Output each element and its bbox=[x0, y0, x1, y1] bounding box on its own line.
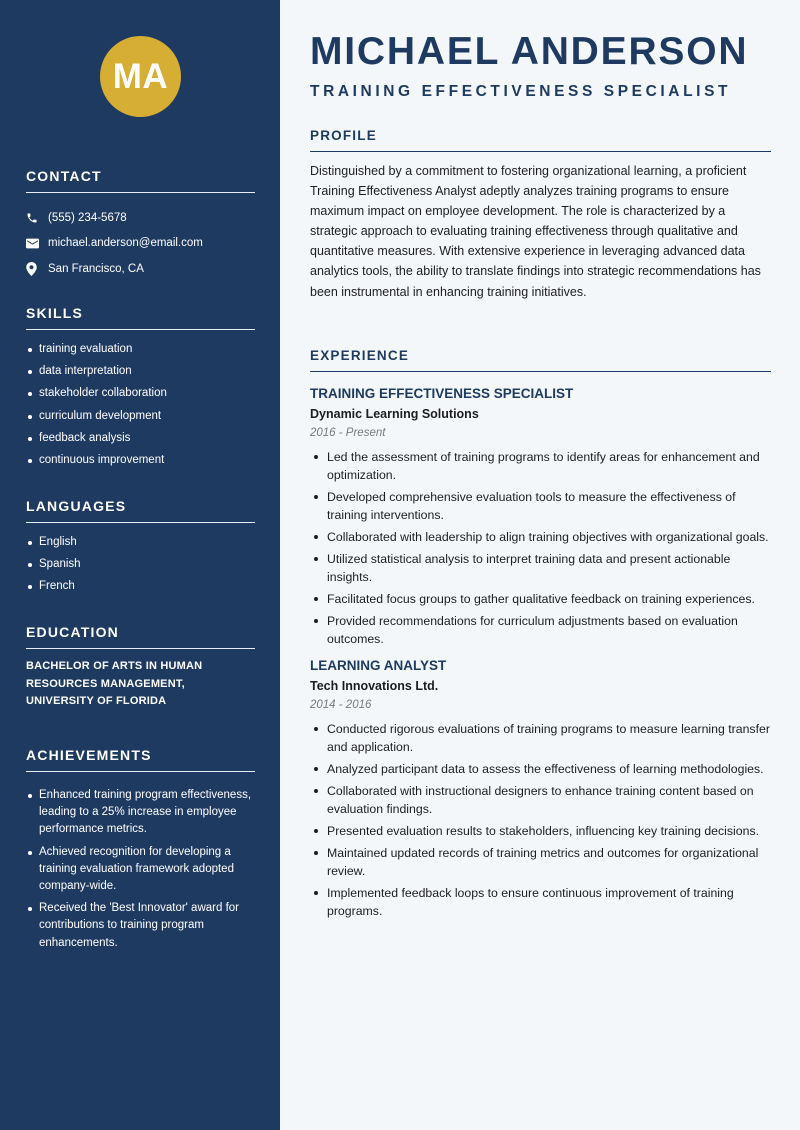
job-dates: 2014 - 2016 bbox=[310, 699, 372, 711]
job-bullets bbox=[310, 720, 771, 920]
job-bullet: Presented evaluation results to stakeholders, influencing key training decisions. bbox=[310, 822, 771, 840]
job-role: TRAINING EFFECTIVENESS SPECIALIST bbox=[310, 386, 574, 401]
skills-section bbox=[26, 305, 255, 474]
job-entry bbox=[310, 658, 771, 920]
achievement-item: Enhanced training program effectiveness, leading to a 25% increase in employee performance metrics. bbox=[26, 787, 255, 839]
skill-item: stakeholder collaboration bbox=[26, 385, 255, 407]
language-item: English bbox=[26, 534, 255, 556]
contact-phone bbox=[26, 205, 255, 231]
education-degree: BACHELOR OF ARTS IN HUMAN RESOURCES MANAGEMENT, UNIVERSITY OF FLORIDA bbox=[26, 660, 203, 707]
achievement-item: Received the 'Best Innovator' award for contributions to training program enhancements. bbox=[26, 900, 255, 952]
achievements-heading: ACHIEVEMENTS bbox=[26, 747, 255, 772]
contact-email bbox=[26, 231, 255, 257]
contact-heading: CONTACT bbox=[26, 168, 255, 193]
education-heading: EDUCATION bbox=[26, 624, 255, 649]
job-bullet: Provided recommendations for curriculum adjustments based on evaluation outcomes. bbox=[310, 612, 771, 648]
experience-heading: EXPERIENCE bbox=[310, 348, 771, 372]
languages-list bbox=[26, 534, 255, 601]
job-bullet: Collaborated with instructional designers to enhance training content based on evaluation findings. bbox=[310, 782, 771, 818]
job-bullet: Collaborated with leadership to align training objectives with organizational goals. bbox=[310, 528, 771, 546]
job-bullet: Led the assessment of training programs to identify areas for enhancement and optimization. bbox=[310, 448, 771, 484]
avatar: MA bbox=[100, 36, 181, 117]
job-bullet: Analyzed participant data to assess the effectiveness of learning methodologies. bbox=[310, 760, 771, 778]
achievements-section bbox=[26, 747, 255, 957]
education-section bbox=[26, 624, 255, 711]
job-bullet: Conducted rigorous evaluations of training programs to measure learning transfer and application. bbox=[310, 720, 771, 756]
job-bullet: Utilized statistical analysis to interpret training data and present actionable insights. bbox=[310, 550, 771, 586]
job-bullet: Facilitated focus groups to gather qualitative feedback on training experiences. bbox=[310, 590, 771, 608]
skill-item: data interpretation bbox=[26, 363, 255, 385]
languages-heading: LANGUAGES bbox=[26, 498, 255, 523]
profile-section bbox=[310, 128, 771, 302]
email-icon bbox=[26, 238, 48, 249]
contact-location bbox=[26, 256, 255, 282]
skill-item: training evaluation bbox=[26, 341, 255, 363]
language-item: French bbox=[26, 578, 255, 600]
sidebar bbox=[0, 0, 280, 1130]
profile-text: Distinguished by a commitment to fostering organizational learning, a proficient Training Effectiveness Analyst adeptly analyzes training programs to ensure maximum impact on employee development. The role is characterized by a strategic approach to evaluating training effectiveness through qualitative and quantitative measures. With extensive experience in leveraging advanced data analytics tools, the ability to translate findings into strategic recommendations has been instrumental in enhancing training initiatives. bbox=[310, 164, 761, 299]
location-text: San Francisco, CA bbox=[48, 262, 144, 275]
job-bullet: Maintained updated records of training metrics and outcomes for organizational review. bbox=[310, 844, 771, 880]
skills-heading: SKILLS bbox=[26, 305, 255, 330]
skill-item: continuous improvement bbox=[26, 452, 255, 474]
job-entry bbox=[310, 386, 771, 648]
skill-item: curriculum development bbox=[26, 408, 255, 430]
job-dates: 2016 - Present bbox=[310, 427, 386, 439]
profile-heading: PROFILE bbox=[310, 128, 771, 152]
experience-section bbox=[310, 348, 771, 924]
phone-text: (555) 234-5678 bbox=[48, 211, 127, 224]
phone-icon bbox=[26, 212, 48, 224]
language-item: Spanish bbox=[26, 556, 255, 578]
job-role: LEARNING ANALYST bbox=[310, 658, 447, 673]
achievements-list bbox=[26, 787, 255, 952]
achievement-item: Achieved recognition for developing a training evaluation framework adopted company-wide. bbox=[26, 844, 255, 896]
job-bullet: Implemented feedback loops to ensure continuous improvement of training programs. bbox=[310, 884, 771, 920]
job-bullets bbox=[310, 448, 771, 648]
candidate-title: TRAINING EFFECTIVENESS SPECIALIST bbox=[310, 83, 732, 100]
job-bullet: Developed comprehensive evaluation tools to measure the effectiveness of training interventions. bbox=[310, 488, 771, 524]
languages-section bbox=[26, 498, 255, 601]
email-text: michael.anderson@email.com bbox=[48, 237, 203, 250]
skills-list bbox=[26, 341, 255, 474]
location-pin-icon bbox=[26, 262, 48, 276]
job-company: Tech Innovations Ltd. bbox=[310, 679, 439, 693]
contact-section bbox=[26, 168, 255, 282]
job-company: Dynamic Learning Solutions bbox=[310, 407, 479, 421]
candidate-name: MICHAEL ANDERSON bbox=[310, 30, 749, 73]
skill-item: feedback analysis bbox=[26, 430, 255, 452]
